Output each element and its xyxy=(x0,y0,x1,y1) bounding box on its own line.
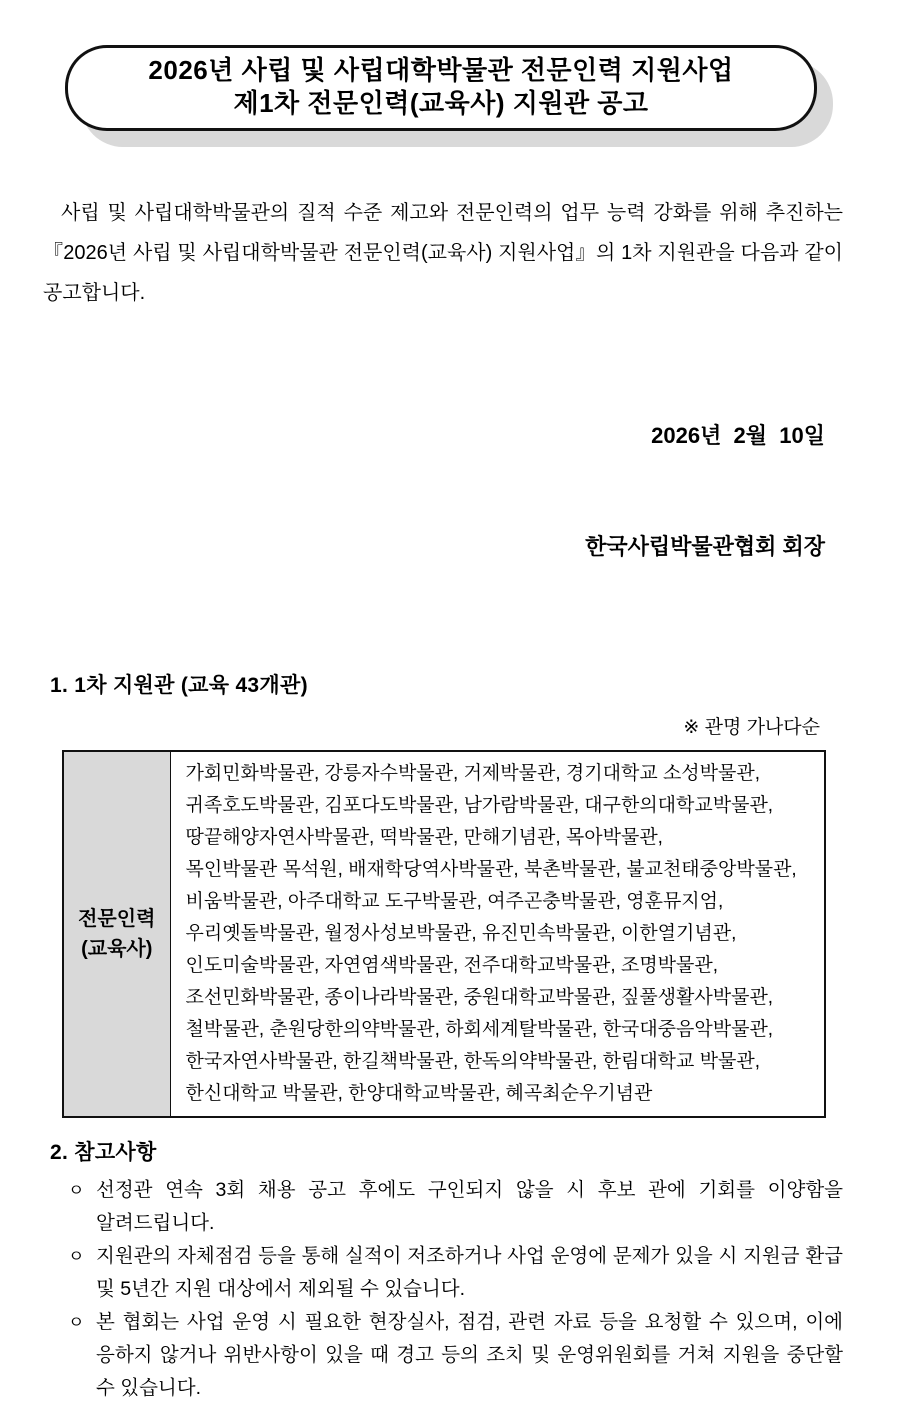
museum-list-cell xyxy=(170,751,825,1117)
note-text: 지원관의 자체점검 등을 통해 실적이 저조하거나 사업 운영에 문제가 있을 시 지원금 환급 및 5년간 지원 대상에서 제외될 수 있습니다. xyxy=(96,1245,843,1300)
row-label-line-2: (교육사) xyxy=(81,938,153,960)
section1-heading: 1. 1차 지원관 (교육 43개관) xyxy=(50,674,308,697)
bullet-marker: ㅇ xyxy=(68,1313,85,1332)
announcement-date: 2026년 2월 10일 xyxy=(651,423,825,448)
title-line-2: 제1차 전문인력(교육사) 지원관 공고 xyxy=(233,88,649,118)
row-header-cell xyxy=(63,751,170,1117)
reference-notes xyxy=(68,1174,843,1405)
title-box xyxy=(65,45,817,131)
signer-title: 한국사립박물관협회 회장 xyxy=(585,534,825,559)
title-line-1: 2026년 사립 및 사립대학박물관 전문인력 지원사업 xyxy=(148,55,734,85)
note-text: 본 협회는 사업 운영 시 필요한 현장실사, 점검, 관련 자료 등을 요청할 수 있으며, 이에 응하지 않거나 위반사항이 있을 때 경고 등의 조치 및 운영위원회를 거쳐 지원을 중단할 수 있습니다. xyxy=(96,1311,843,1399)
note-item xyxy=(68,1306,843,1405)
museum-list-line: 한국자연사박물관, 한길책박물관, 한독의약박물관, 한림대학교 박물관, xyxy=(185,1051,760,1072)
museum-list-line: 귀족호도박물관, 김포다도박물관, 남가람박물관, 대구한의대학교박물관, xyxy=(185,795,774,816)
museum-list-line: 땅끝해양자연사박물관, 떡박물관, 만해기념관, 목아박물관, xyxy=(185,827,663,848)
note-item xyxy=(68,1240,843,1306)
note-item xyxy=(68,1174,843,1240)
bullet-marker: ㅇ xyxy=(68,1247,85,1266)
note-text: 선정관 연속 3회 채용 공고 후에도 구인되지 않을 시 후보 관에 기회를 이양함을 알려드립니다. xyxy=(96,1179,843,1234)
museum-list-line: 한신대학교 박물관, 한양대학교박물관, 혜곡최순우기념관 xyxy=(185,1083,653,1104)
bullet-marker: ㅇ xyxy=(68,1181,85,1200)
signoff-block xyxy=(43,343,843,639)
museum-list-line: 가회민화박물관, 강릉자수박물관, 거제박물관, 경기대학교 소성박물관, xyxy=(185,763,760,784)
intro-paragraph: 사립 및 사립대학박물관의 질적 수준 제고와 전문인력의 업무 능력 강화를 위해 추진하는 『2026년 사립 및 사립대학박물관 전문인력(교육사) 지원사업』의 1차 지원관을 다음과 같이 공고합니다. xyxy=(43,202,843,304)
museum-list-line: 조선민화박물관, 종이나라박물관, 중원대학교박물관, 짚풀생활사박물관, xyxy=(185,987,774,1008)
museum-table xyxy=(62,750,826,1118)
row-label-line-1: 전문인력 xyxy=(78,908,156,930)
section2-heading: 2. 참고사항 xyxy=(50,1141,157,1164)
table-row xyxy=(63,751,825,1117)
museum-list-line: 비움박물관, 아주대학교 도구박물관, 여주곤충박물관, 영훈뮤지엄, xyxy=(185,891,724,912)
sort-order-note: ※ 관명 가나다순 xyxy=(683,717,820,738)
museum-list-line: 철박물관, 춘원당한의약박물관, 하회세계탈박물관, 한국대중음악박물관, xyxy=(185,1019,774,1040)
museum-list-line: 목인박물관 목석원, 배재학당역사박물관, 북촌박물관, 불교천태중앙박물관, xyxy=(185,859,797,880)
museum-list-line: 인도미술박물관, 자연염색박물관, 전주대학교박물관, 조명박물관, xyxy=(185,955,719,976)
museum-list-line: 우리옛돌박물관, 월정사성보박물관, 유진민속박물관, 이한열기념관, xyxy=(185,923,737,944)
